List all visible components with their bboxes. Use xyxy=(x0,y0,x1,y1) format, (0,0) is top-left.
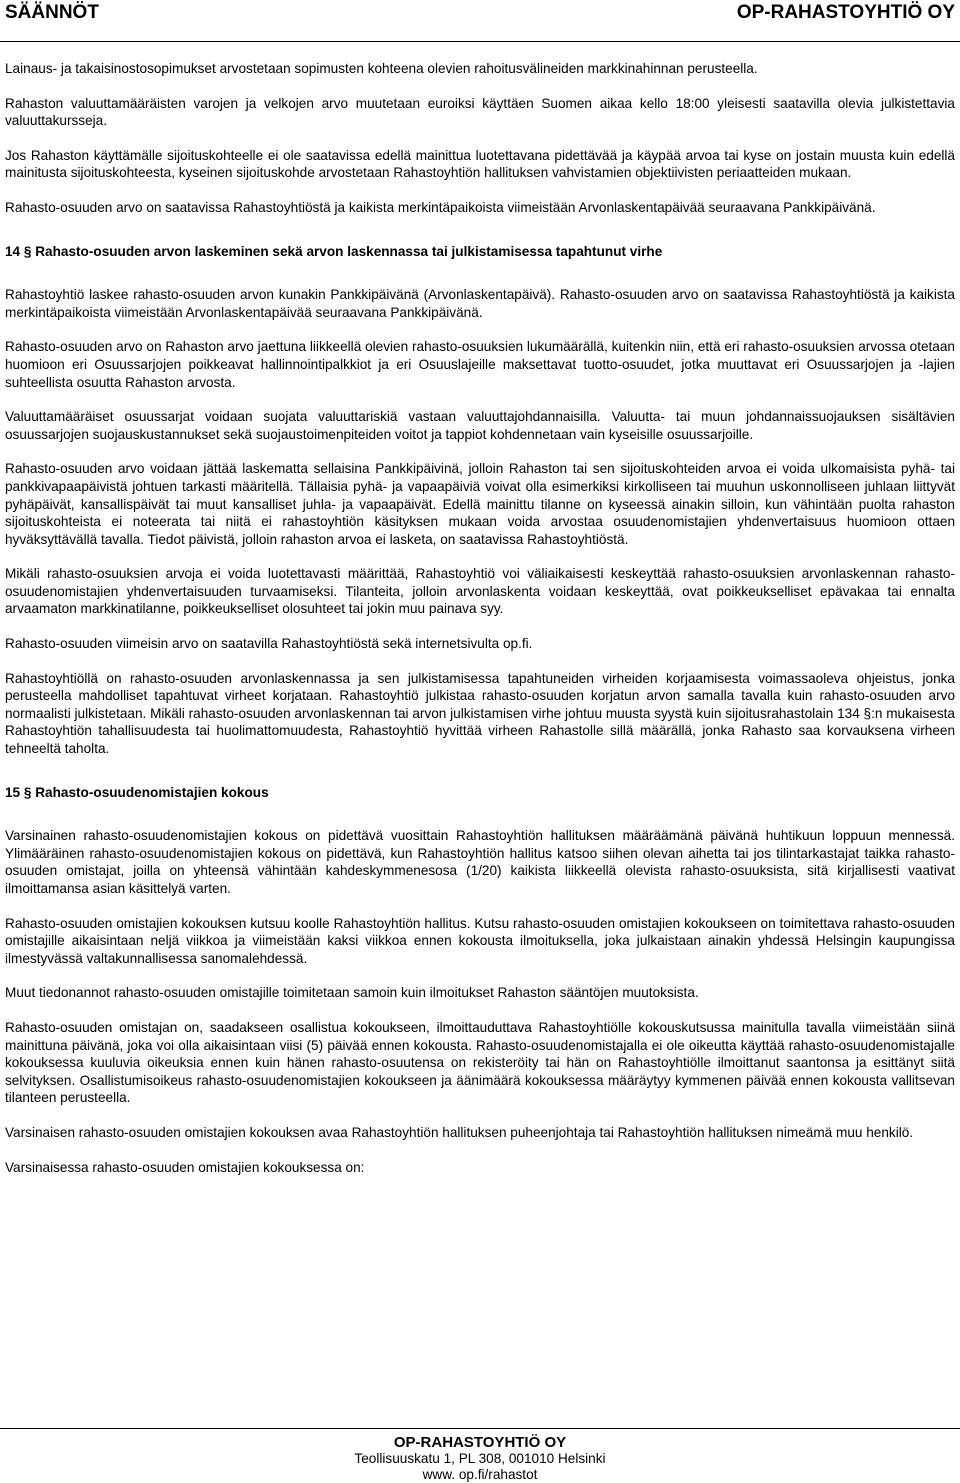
company-name-header: OP-RAHASTOYHTIÖ OY xyxy=(736,2,955,23)
paragraph: Rahasto-osuuden arvo on Rahaston arvo jaettuna liikkeellä olevien rahasto-osuuksien lukumäärällä, kuitenkin niin, että eri rahasto-osuuksien arvossa otetaan huomioon eri Osuussarjojen poikkeavat hallinnointipalkkiot ja eri Osuuslajeille maksettavat tuotto-osuudet, jotka muuttavat eri Osuussarjojen ja -lajien suhteellista osuutta Rahaston arvosta. xyxy=(5,339,955,390)
footer-company-name: OP-RAHASTOYHTIÖ OY xyxy=(393,1434,567,1451)
page-footer xyxy=(0,1428,960,1483)
paragraph: Varsinaisessa rahasto-osuuden omistajien kokouksessa on: xyxy=(5,1159,365,1175)
footer-website: www. op.fi/rahastot xyxy=(422,1467,538,1482)
document-title: SÄÄNNÖT xyxy=(5,2,99,23)
paragraph: Valuuttamääräiset osuussarjat voidaan suojata valuuttariskiä vastaan valuuttajohdannaisilla. Valuutta- tai muun johdannaissuojauksen sisältävien osuussarjojen suojauskustannukset sekä suojaustoimenpiteiden voitot ja tappiot kohdennetaan vain kyseisille osuussarjoille. xyxy=(5,409,955,442)
paragraph: Rahasto-osuuden omistajan on, saadakseen osallistua kokoukseen, ilmoittauduttava Rahastoyhtiölle kokouskutsussa mainitulla tavalla viimeistään siinä mainittuna päivänä, joka voi olla aikaisintaan viisi (5) päivää ennen kokousta. Rahasto-osuudenomistajalla ei ole oikeutta käyttää rahasto-osuudenomistajalle kokouksessa kuuluvia oikeuksia ennen kuin hänen rahasto-osuutensa on rekisteröity tai hän on Rahastoyhtiölle ilmoittanut saantonsa ja esittänyt siitä selvityksen. Osallistumisoikeus rahasto-osuudenomistajien kokoukseen ja äänimäärä kokouksessa määräytyy kymmenen päivää ennen kokousta vallitsevan tilanteen perusteella. xyxy=(5,1019,955,1106)
paragraph: Rahasto-osuuden arvo on saatavissa Rahastoyhtiöstä ja kaikista merkintäpaikoista viimeistään Arvonlaskentapäivää seuraavana Pankkipäivänä. xyxy=(5,199,876,215)
paragraph: Rahastoyhtiö laskee rahasto-osuuden arvon kunakin Pankkipäivänä (Arvonlaskentapäivä). Rahasto-osuuden arvo on saatavissa Rahastoyhtiöstä ja kaikista merkintäpaikoista viimeistään Arvonlaskentapäivää seuraavana Pankkipäivänä. xyxy=(5,287,955,320)
page-header xyxy=(0,0,960,42)
paragraph: Rahasto-osuuden viimeisin arvo on saatavilla Rahastoyhtiöstä sekä internetsivulta op.fi. xyxy=(5,636,533,652)
section-14-heading: 14 § Rahasto-osuuden arvon laskeminen sekä arvon laskennassa tai julkistamisessa tapahtunut virhe xyxy=(5,243,663,259)
section-15-heading: 15 § Rahasto-osuudenomistajien kokous xyxy=(5,784,269,800)
paragraph: Mikäli rahasto-osuuksien arvoja ei voida luotettavasti määrittää, Rahastoyhtiö voi väliaikaisesti keskeyttää rahasto-osuuksien arvonlaskennan rahasto-osuudenomistajien yhdenvertaisuuden turvaamiseksi. Tilanteita, jolloin arvonlaskenta voidaan keskeyttää, ovat poikkeukselliset epävakaa tai ennalta arvaamaton markkinatilanne, poikkeukselliset olosuhteet tai jokin muu painava syy. xyxy=(5,566,955,617)
paragraph: Muut tiedonannot rahasto-osuuden omistajille toimitetaan samoin kuin ilmoitukset Rahaston sääntöjen muutoksista. xyxy=(5,985,699,1001)
footer-address: Teollisuuskatu 1, PL 308, 001010 Helsinki xyxy=(354,1451,606,1466)
paragraph: Varsinaisen rahasto-osuuden omistajien kokouksen avaa Rahastoyhtiön hallituksen puheenjohtaja tai Rahastoyhtiön hallituksen nimeämä muu henkilö. xyxy=(5,1124,914,1140)
paragraph: Rahaston valuuttamääräisten varojen ja velkojen arvo muutetaan euroiksi käyttäen Suomen aikaa kello 18:00 yleisesti saatavilla olevia julkistettavia valuuttakursseja. xyxy=(5,95,955,129)
paragraph: Rahasto-osuuden omistajien kokouksen kutsuu koolle Rahastoyhtiön hallitus. Kutsu rahasto-osuuden omistajien kokoukseen on toimitettava rahasto-osuuden omistajille aikaisintaan neljä viikkoa ja viimeistään kaksi viikkoa ennen kokousta ilmoituksella, joka julkaistaan ainakin yhdessä Helsingin kaupungissa ilmestyvässä valtakunnallisessa sanomalehdessä. xyxy=(5,915,955,966)
paragraph: Rahastoyhtiöllä on rahasto-osuuden arvonlaskennassa ja sen julkistamisessa tapahtuneiden virheiden korjaamisesta voimassaoleva ohjeistus, jonka perusteella mahdolliset tapahtuvat virheet korjataan. Rahastoyhtiö julkistaa rahasto-osuuden korjatun arvon samalla tavalla kuin rahasto-osuuden arvo normaalisti julkistetaan. Mikäli rahasto-osuuden arvonlaskennan tai arvon julkistamisen virhe johtuu muusta syystä kuin sijoitusrahastolain 134 §:n mukaisesta Rahastoyhtiön tahallisuudesta tai huolimattomuudesta, Rahastoyhtiö hyvittää virheen Rahastolle sillä määrällä, jonka Rahasto saa korvauksena virheen tehneeltä taholta. xyxy=(5,670,955,757)
paragraph: Lainaus- ja takaisinostosopimukset arvostetaan sopimusten kohteena olevien rahoitusvälineiden markkinahinnan perusteella. xyxy=(5,61,758,76)
paragraph: Jos Rahaston käyttämälle sijoituskohteelle ei ole saatavissa edellä mainittua luotettavana pidettävää ja käypää arvoa tai kyse on jostain muusta kuin edellä mainitusta sijoituskohteesta, kyseinen sijoituskohde arvostetaan Rahastoyhtiön hallituksen vahvistamien objektiivisten periaatteiden mukaan. xyxy=(5,147,955,181)
document-body xyxy=(5,60,955,1176)
paragraph: Varsinainen rahasto-osuudenomistajien kokous on pidettävä vuosittain Rahastoyhtiön hallituksen määräämänä päivänä huhtikuun loppuun mennessä. Ylimääräinen rahasto-osuudenomistajien kokous on pidettävä, kun Rahastoyhtiön hallitus katsoo siihen olevan aihetta tai jos tilintarkastajat taikka rahasto-osuuden omistajat, joilla on yhteensä vähintään kahdeskymmenesosa (1/20) kaikista liikkeellä olevista rahasto-osuuksista, sitä kirjallisesti vaativat ilmoittamansa asian käsittelyä varten. xyxy=(5,828,955,896)
paragraph: Rahasto-osuuden arvo voidaan jättää laskematta sellaisina Pankkipäivinä, jolloin Rahaston tai sen sijoituskohteiden arvoa ei voida ulkomaisista pyhä- tai pankkivapaapäivistä johtuen tarkasti määritellä. Tällaisia pyhä- ja vapaapäiviä voivat olla esimerkiksi kirkolliseen tai muuhun uskonnolliseen juhlaan liittyvät pyhäpäivät, kansallispäivät tai muut kansalliset juhla- ja vapaapäivät. Edellä mainittu tilanne on kyseessä ainakin silloin, kun vähintään puolta rahaston sijoituskohteista ei noteerata tai niitä ei rahastoyhtiön käsityksen mukaan voida arvostaa osuudenomistajien yhdenvertaisuus huomioon ottaen hyväksyttävällä tavalla. Tiedot päivistä, jolloin rahaston arvoa ei lasketa, on saatavissa Rahastoyhtiöstä. xyxy=(5,461,955,547)
